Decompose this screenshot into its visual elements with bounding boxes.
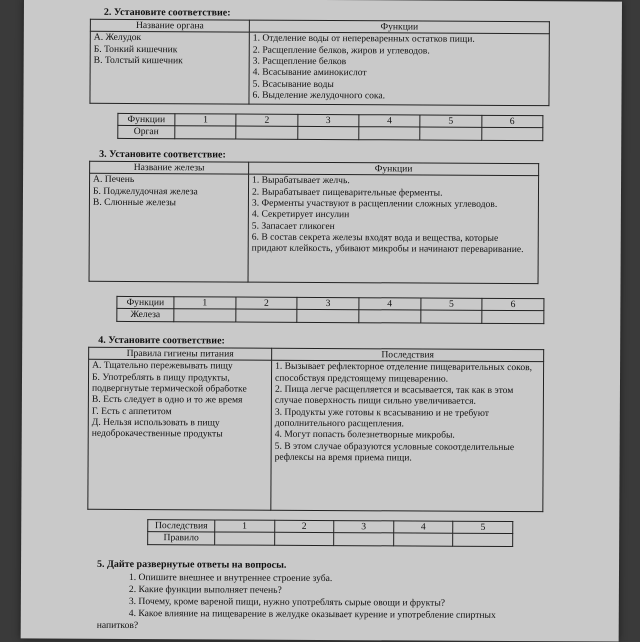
task2-answer-number: 2	[236, 114, 297, 127]
task3-right-item: 1. Вырабатывает желчь.	[252, 174, 350, 187]
task4-answer-input[interactable]	[274, 533, 334, 546]
task5-question-continuation: напитков?	[96, 619, 139, 632]
task3-answer-number: 4	[359, 298, 421, 311]
worksheet-page	[21, 0, 622, 642]
task2-right-item: 1. Отделение воды от непереваренных остатков пищи.	[252, 32, 475, 46]
task3-right-item: 5. Запасает гликоген	[251, 220, 335, 232]
task4-answer-input[interactable]	[215, 532, 275, 545]
task2-left-item: А. Желудок	[93, 32, 142, 44]
task2-right-item: 2. Расщепление белков, жиров и углеводов.	[252, 44, 430, 57]
task3-answer-input[interactable]	[235, 309, 297, 322]
task4-right-item: 4. Могут попасть болезнетворные микробы.	[274, 428, 455, 441]
task4-left-item: Б. Употреблять в пищу продукты, подвергнутые термической обработке	[91, 371, 247, 395]
task3-match-table	[89, 161, 540, 285]
task2-answer-input[interactable]	[175, 126, 236, 139]
task4-left-item: Г. Есть с аппетитом	[91, 405, 172, 417]
task5-title: 5. Дайте развернутые ответы на вопросы.	[97, 558, 287, 571]
task2-title: 2. Установите соответствие:	[103, 6, 231, 19]
task4-title: 4. Установите соответствие:	[98, 334, 225, 347]
task3-answer-number: 3	[297, 297, 359, 310]
task2-left-item: В. Толстый кишечник	[93, 54, 183, 67]
task4-left-item: А. Тщательно пережевывать пищу	[92, 360, 233, 372]
task4-answer-number: 5	[453, 521, 513, 534]
task3-answer-label: Функции	[117, 296, 174, 309]
task4-left-item: Д. Нельзя использовать в пищу недоброкачественные продукты	[91, 416, 223, 440]
task4-col-left: Правила гигиены питания	[89, 347, 272, 360]
task2-answer-input[interactable]	[420, 127, 481, 140]
task2-left-item: Б. Тонкий кишечник	[93, 43, 178, 55]
task3-right-item: 6. В состав секрета железы входят вода и вещества, которые придают клейкость, убивают микробы и начинают переваривание.	[251, 231, 524, 256]
task3-right-item: 3. Ферменты участвуют в расщеплении сложных углеводов.	[251, 197, 498, 210]
task3-answer-input[interactable]	[297, 310, 359, 323]
task3-left-item: В. Слюнные железы	[92, 196, 177, 209]
task2-answer-number: 5	[420, 115, 481, 128]
task2-answer-number: 3	[297, 114, 358, 127]
task2-right-item: 5. Всасывание воды	[252, 78, 334, 90]
task4-answer-input[interactable]	[393, 533, 453, 546]
task4-answer-label: Правило	[148, 532, 215, 545]
task2-col-right: Функции	[249, 20, 549, 34]
task3-answer-input[interactable]	[359, 310, 421, 323]
task4-left-cell	[88, 360, 272, 511]
task4-right-cell	[271, 361, 544, 512]
task4-answer-table	[147, 519, 513, 547]
task5-question: 3. Почему, кроме вареной пищи, нужно употреблять сырые овощи и фрукты?	[128, 595, 446, 609]
task2-answer-input[interactable]	[236, 126, 297, 139]
task3-answer-input[interactable]	[174, 309, 236, 322]
task3-right-item: 2. Вырабатывает пищеварительные ферменты.	[251, 186, 443, 199]
task2-answer-label: Орган	[118, 126, 175, 139]
task3-answer-number: 1	[174, 297, 236, 310]
task5-question: 1. Опишите внешнее и внутреннее строение зуба.	[128, 571, 333, 585]
task4-answer-input[interactable]	[334, 533, 394, 546]
task4-answer-number: 3	[334, 521, 394, 534]
task2-answer-input[interactable]	[481, 128, 542, 141]
task5-question: 4. Какое влияние на пищеварение в желудке оказывает курение и употребление спиртных	[128, 607, 496, 621]
task2-right-cell	[249, 32, 549, 106]
task4-right-item: 5. В этом случае образуются условные сокоотделительные рефлексы на время приема пищи.	[274, 440, 515, 464]
task2-right-item: 3. Расщепление белков	[252, 55, 347, 68]
task3-col-right: Функции	[249, 162, 539, 176]
task2-answer-number: 1	[175, 114, 236, 127]
task2-answer-table	[117, 113, 543, 141]
task2-right-item: 6. Выделение желудочного сока.	[252, 89, 386, 102]
task2-left-cell	[90, 32, 249, 105]
task3-answer-number: 2	[236, 297, 298, 310]
task4-answer-number: 4	[393, 521, 453, 534]
task4-left-item: В. Есть следует в одно и то же время	[91, 394, 243, 406]
task3-left-item: А. Печень	[93, 174, 135, 186]
task3-answer-table	[116, 296, 544, 324]
task4-right-item: 3. Продукты уже готовы к всасыванию и не требуют дополнительного расщепления.	[274, 406, 489, 430]
task3-left-item: Б. Поджелудочная железа	[92, 185, 198, 197]
task3-title: 3. Установите соответствие:	[99, 148, 226, 161]
task4-match-table	[87, 347, 544, 513]
task4-answer-number: 2	[274, 520, 334, 533]
task2-match-table	[89, 19, 549, 107]
task4-answer-label: Последствия	[148, 520, 215, 533]
task4-col-right: Последствия	[272, 348, 544, 362]
task4-answer-input[interactable]	[453, 534, 513, 547]
task4-answer-number: 1	[215, 520, 275, 533]
task2-answer-input[interactable]	[359, 127, 420, 140]
task2-answer-number: 6	[481, 115, 542, 128]
task3-right-cell	[248, 174, 539, 284]
task3-col-left: Название железы	[90, 161, 249, 174]
task2-answer-input[interactable]	[297, 127, 358, 140]
task3-answer-number: 6	[482, 298, 544, 311]
task3-right-item: 4. Секретирует инсулин	[251, 208, 350, 221]
task4-right-item: 1. Вызывает рефлекторное отделение пищеварительных соков, способствуя предстоящему пищеварению.	[274, 361, 533, 385]
task4-right-item: 2. Пища легче расщепляется и всасывается, так как в этом случае поверхность пищи сильно увеличивается.	[274, 383, 514, 408]
task3-left-cell	[89, 174, 249, 283]
task3-answer-number: 5	[421, 298, 483, 311]
task3-answer-input[interactable]	[482, 311, 544, 324]
task2-answer-number: 4	[359, 115, 420, 128]
task3-answer-label: Железа	[117, 309, 174, 322]
task3-answer-input[interactable]	[420, 310, 482, 323]
task2-answer-label: Функции	[118, 113, 175, 126]
task5-question: 2. Какие функции выполняет печень?	[128, 583, 282, 596]
task2-col-left: Название органа	[90, 19, 249, 32]
task2-right-item: 4. Всасывание аминокислот	[252, 66, 367, 79]
